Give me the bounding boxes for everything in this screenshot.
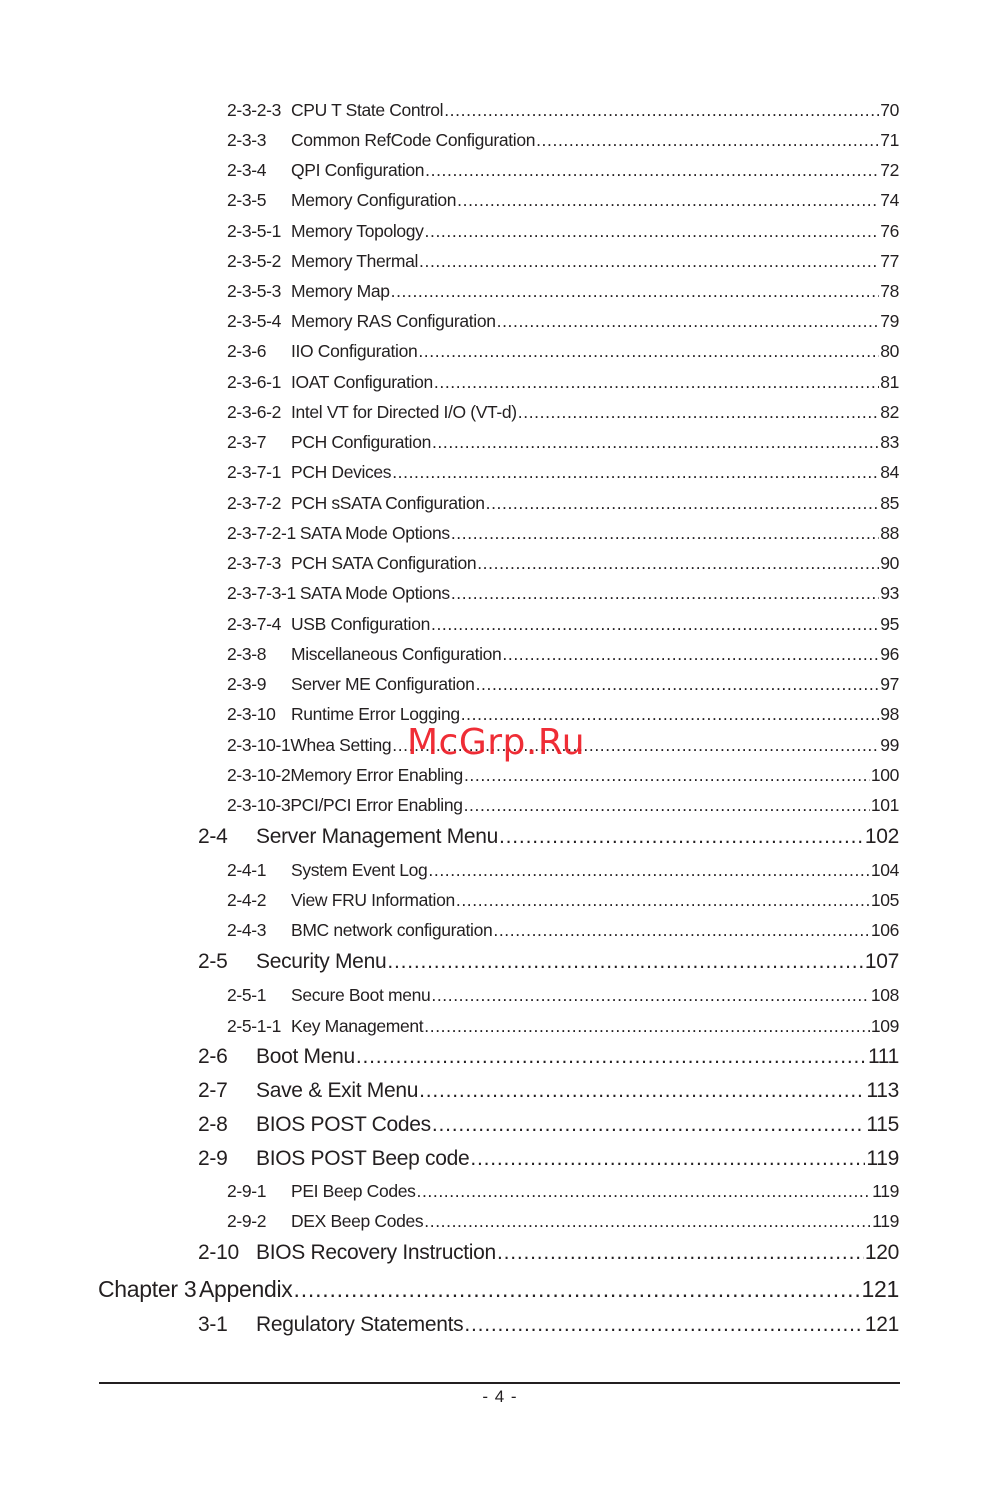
toc-entry[interactable] — [227, 1211, 899, 1232]
dot-leader — [477, 553, 879, 574]
toc-entry-number: 2-3-7-2 — [227, 493, 281, 513]
toc-entry-page: 121 — [861, 1276, 899, 1302]
toc-entry-number: 2-9-1 — [227, 1181, 267, 1201]
toc-entry-title: PCH Configuration — [291, 432, 431, 452]
toc-entry-page: 107 — [864, 950, 899, 973]
toc-section[interactable] — [198, 1045, 899, 1069]
toc-entry-page: 84 — [880, 462, 899, 482]
toc-entry[interactable] — [227, 583, 899, 604]
toc-entry[interactable] — [227, 130, 899, 151]
dot-leader — [464, 1313, 864, 1337]
toc-entry-number: 2-6 — [198, 1045, 228, 1068]
toc-entry-page: 80 — [880, 341, 899, 361]
toc-entry-title: SATA Mode Options — [299, 523, 450, 543]
toc-entry-page: 104 — [870, 860, 899, 880]
toc-entry-title: View FRU Information — [291, 890, 455, 910]
toc-entry-title: BMC network configuration — [291, 920, 493, 940]
toc-entry-page: 77 — [880, 251, 899, 271]
toc-entry-title: PCH sSATA Configuration — [291, 493, 485, 513]
toc-entry-number: 2-3-8 — [227, 644, 267, 664]
toc-entry-title: Intel VT for Directed I/O (VT-d) — [291, 402, 517, 422]
toc-entry[interactable] — [227, 281, 899, 302]
toc-entry-page: 70 — [880, 100, 899, 120]
toc-entry-page: 99 — [880, 735, 899, 755]
toc-entry-number: 2-3-10-3 — [227, 795, 291, 815]
dot-leader — [493, 920, 869, 941]
toc-entry-page: 109 — [870, 1016, 899, 1036]
toc-section[interactable] — [198, 1113, 899, 1137]
toc-entry-title: Secure Boot menu — [291, 985, 431, 1005]
dot-leader — [497, 311, 880, 332]
toc-entry-page: 90 — [880, 553, 899, 573]
dot-leader — [451, 523, 879, 544]
toc-entry-number: 2-3-6-1 — [227, 372, 281, 392]
toc-entry-page: 79 — [880, 311, 899, 331]
toc-entry-title: Runtime Error Logging — [291, 704, 460, 724]
toc-entry-number: 2-5-1-1 — [227, 1016, 281, 1036]
dot-leader — [424, 1016, 870, 1037]
toc-entry-page: 119 — [872, 1181, 899, 1201]
dot-leader — [499, 825, 864, 849]
toc-entry-number: 2-3-2-3 — [227, 100, 281, 120]
toc-entry-title: PEI Beep Codes — [291, 1181, 416, 1201]
toc-entry-page: 72 — [880, 160, 899, 180]
toc-entry-page: 98 — [880, 704, 899, 724]
toc-entry-title: System Event Log — [291, 860, 428, 880]
dot-leader — [476, 674, 880, 695]
toc-entry-page: 119 — [872, 1211, 899, 1231]
toc-entry-page: 76 — [880, 221, 899, 241]
toc-entry-page: 113 — [866, 1079, 899, 1102]
toc-entry-number: 2-3-5-4 — [227, 311, 281, 331]
toc-entry-page: 78 — [880, 281, 899, 301]
toc-entry-title: Appendix — [199, 1276, 293, 1302]
toc-entry[interactable] — [227, 614, 899, 635]
toc-entry-number: 2-3-5 — [227, 190, 267, 210]
toc-entry-number: 2-3-5-1 — [227, 221, 281, 241]
toc-entry-number: 2-3-6 — [227, 341, 267, 361]
toc-entry-title: IOAT Configuration — [291, 372, 433, 392]
toc-entry[interactable] — [227, 221, 899, 242]
dot-leader — [444, 100, 879, 121]
toc-entry[interactable] — [227, 160, 899, 181]
toc-entry-page: 83 — [880, 432, 899, 452]
toc-entry-title: Server Management Menu — [256, 825, 499, 848]
toc-entry-page: 115 — [866, 1113, 899, 1136]
toc-entry-number: 2-3-7-3 — [227, 553, 281, 573]
toc-entry-number: 2-4-1 — [227, 860, 267, 880]
toc-entry-page: 111 — [867, 1045, 899, 1068]
dot-leader — [502, 644, 879, 665]
toc-entry-title: Common RefCode Configuration — [291, 130, 536, 150]
toc-entry-page: 93 — [880, 583, 899, 603]
toc-section[interactable] — [198, 825, 899, 849]
dot-leader — [425, 160, 879, 181]
toc-entry-title: QPI Configuration — [291, 160, 425, 180]
toc-entry-number: 2-3-7 — [227, 432, 267, 452]
toc-entry-page: 120 — [864, 1241, 899, 1264]
toc-entry-number: 2-3-9 — [227, 674, 267, 694]
toc-entry-title: PCH Devices — [291, 462, 392, 482]
toc-entry-page: 106 — [870, 920, 899, 940]
toc-entry-title: PCH SATA Configuration — [291, 553, 477, 573]
toc-entry-number: 2-9 — [198, 1147, 228, 1170]
toc-entry-number: 2-3-4 — [227, 160, 267, 180]
watermark: McGrp.Ru — [407, 722, 586, 763]
dot-leader — [419, 1079, 865, 1103]
toc-entry-number: 2-3-10 — [227, 704, 276, 724]
toc-entry-number: 2-7 — [198, 1079, 228, 1102]
dot-leader — [419, 251, 879, 272]
toc-section[interactable] — [198, 950, 899, 974]
toc-entry-number: 2-3-3 — [227, 130, 267, 150]
toc-entry-title: Server ME Configuration — [291, 674, 475, 694]
toc-entry-number: 2-3-10-2 — [227, 765, 291, 785]
dot-leader — [536, 130, 879, 151]
toc-entry[interactable] — [227, 341, 899, 362]
dot-leader — [392, 462, 879, 483]
toc-entry[interactable] — [227, 432, 899, 453]
dot-leader — [387, 950, 864, 974]
toc-entry-page: 82 — [880, 402, 899, 422]
dot-leader — [432, 432, 879, 453]
toc-entry-page: 108 — [870, 985, 899, 1005]
toc-entry[interactable] — [227, 523, 899, 544]
toc-entry[interactable] — [227, 493, 899, 514]
toc-entry[interactable] — [227, 985, 899, 1006]
toc-entry[interactable] — [227, 1016, 899, 1037]
toc-entry-number: 2-4 — [198, 825, 228, 848]
toc-entry[interactable] — [227, 311, 899, 332]
toc-entry-title: Whea Setting — [290, 735, 392, 755]
toc-entry-number: 2-3-7-1 — [227, 462, 281, 482]
dot-leader — [428, 860, 869, 881]
toc-chapter-number: Chapter 3 — [98, 1276, 197, 1302]
dot-leader — [294, 1276, 861, 1303]
toc-entry-title: Save & Exit Menu — [256, 1079, 419, 1102]
toc-entry-title: DEX Beep Codes — [291, 1211, 424, 1231]
toc-entry[interactable] — [227, 674, 899, 695]
toc-entry-title: Memory Configuration — [291, 190, 457, 210]
toc-entry-title: PCI/PCI Error Enabling — [290, 795, 463, 815]
footer-divider — [99, 1382, 900, 1384]
toc-entry[interactable] — [227, 372, 899, 393]
dot-leader — [431, 614, 879, 635]
toc-entry-page: 121 — [864, 1313, 899, 1336]
toc-section[interactable] — [198, 1241, 899, 1265]
toc-entry-title: BIOS Recovery Instruction — [256, 1241, 496, 1264]
dot-leader — [464, 765, 870, 786]
toc-entry-page: 105 — [870, 890, 899, 910]
toc-entry-number: 2-4-3 — [227, 920, 267, 940]
toc-entry-page: 95 — [880, 614, 899, 634]
toc-section[interactable] — [198, 1313, 899, 1337]
toc-entry-number: 2-3-5-2 — [227, 251, 281, 271]
toc-entry-number: 3-1 — [198, 1313, 228, 1336]
dot-leader — [417, 1181, 872, 1202]
dot-leader — [425, 221, 880, 242]
dot-leader — [418, 341, 879, 362]
toc-entry-number: 2-3-6-2 — [227, 402, 281, 422]
toc-section[interactable] — [198, 1079, 899, 1103]
toc-entry-title: Security Menu — [256, 950, 387, 973]
toc-entry[interactable] — [227, 462, 899, 483]
toc-entry-title: SATA Mode Options — [299, 583, 450, 603]
toc-entry-number: 2-8 — [198, 1113, 228, 1136]
dot-leader — [434, 372, 879, 393]
toc-entry-number: 2-3-10-1 — [227, 735, 291, 755]
toc-entry[interactable] — [227, 644, 899, 665]
toc-entry-title: Memory Error Enabling — [290, 765, 463, 785]
toc-entry-title: Boot Menu — [256, 1045, 355, 1068]
toc-entry-title: CPU T State Control — [291, 100, 444, 120]
toc-entry-page: 85 — [880, 493, 899, 513]
toc-entry[interactable] — [227, 920, 899, 941]
toc-entry[interactable] — [227, 890, 899, 911]
dot-leader — [451, 583, 879, 604]
toc-entry-title: Memory Map — [291, 281, 390, 301]
toc-entry-page: 102 — [864, 825, 899, 848]
toc-entry-title: Memory RAS Configuration — [291, 311, 496, 331]
toc-entry-page: 100 — [870, 765, 899, 785]
toc-entry[interactable] — [227, 402, 899, 423]
toc-entry-title: Regulatory Statements — [256, 1313, 464, 1336]
toc-entry-number: 2-5 — [198, 950, 228, 973]
toc-section[interactable] — [198, 1147, 899, 1171]
toc-entry-page: 97 — [880, 674, 899, 694]
toc-entry-title: USB Configuration — [291, 614, 430, 634]
toc-entry-title: Miscellaneous Configuration — [291, 644, 502, 664]
toc-entry-page: 96 — [880, 644, 899, 664]
toc-entry[interactable] — [227, 190, 899, 211]
dot-leader — [497, 1241, 864, 1265]
toc-entry-number: 2-9-2 — [227, 1211, 267, 1231]
toc-entry[interactable] — [227, 860, 899, 881]
dot-leader — [456, 890, 870, 911]
toc-entry-number: 2-3-7-3-1 — [227, 583, 296, 603]
toc-entry[interactable] — [227, 765, 899, 786]
toc-entry-number: 2-3-7-2-1 — [227, 523, 296, 543]
dot-leader — [518, 402, 879, 423]
toc-entry-number: 2-3-7-4 — [227, 614, 281, 634]
toc-entry-page: 88 — [880, 523, 899, 543]
dot-leader — [356, 1045, 867, 1069]
toc-entry-title: Memory Topology — [291, 221, 424, 241]
dot-leader — [424, 1211, 871, 1232]
toc-entry[interactable] — [227, 1181, 899, 1202]
toc-entry-page: 101 — [870, 795, 899, 815]
toc-entry-page: 81 — [880, 372, 899, 392]
toc-entry-title: Memory Thermal — [291, 251, 419, 271]
toc-chapter[interactable] — [98, 1276, 899, 1303]
toc-entry-page: 74 — [880, 190, 899, 210]
toc-entry-page: 71 — [880, 130, 899, 150]
dot-leader — [470, 1147, 865, 1171]
toc-entry[interactable] — [227, 553, 899, 574]
dot-leader — [391, 281, 880, 302]
dot-leader — [486, 493, 880, 514]
toc-entry[interactable] — [227, 795, 899, 816]
toc-entry[interactable] — [227, 251, 899, 272]
dot-leader — [464, 795, 870, 816]
toc-entry-number: 2-10 — [198, 1241, 239, 1264]
toc-entry-page: 119 — [866, 1147, 899, 1170]
page-number: - 4 - — [482, 1387, 518, 1406]
dot-leader — [431, 985, 869, 1006]
dot-leader — [432, 1113, 866, 1137]
toc-entry-title: Key Management — [291, 1016, 424, 1036]
toc-entry-title: IIO Configuration — [291, 341, 418, 361]
dot-leader — [457, 190, 879, 211]
toc-entry-number: 2-4-2 — [227, 890, 267, 910]
toc-entry-number: 2-5-1 — [227, 985, 267, 1005]
toc-entry-title: BIOS POST Codes — [256, 1113, 431, 1136]
toc-entry-number: 2-3-5-3 — [227, 281, 281, 301]
toc-entry-title: BIOS POST Beep code — [256, 1147, 470, 1170]
toc-entry[interactable] — [227, 100, 899, 121]
